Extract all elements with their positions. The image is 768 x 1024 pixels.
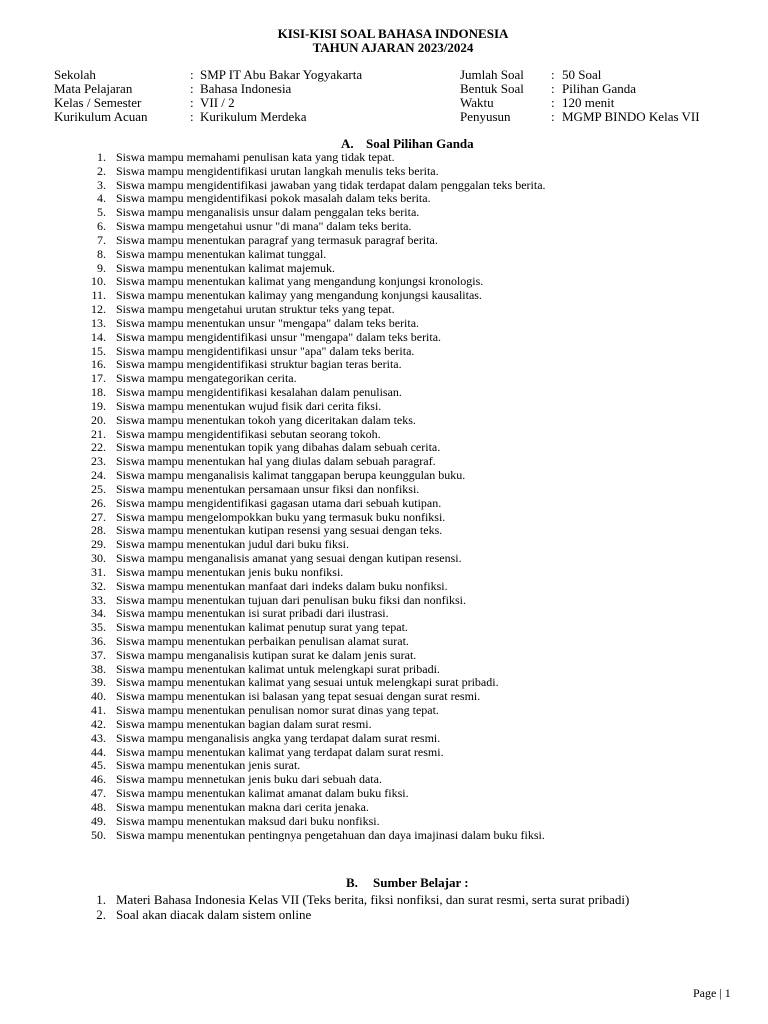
info-row [0, 68, 768, 82]
list-item-text: Siswa mampu menentukan kalimat tunggal. [116, 246, 327, 261]
list-item-text: Siswa mampu mengidentifikasi unsur "apa" dalam teks berita. [116, 343, 415, 358]
info-separator: : [551, 109, 555, 124]
list-item-number: 42. [91, 716, 106, 731]
section-a-letter: A. [341, 136, 354, 151]
document-title: KISI-KISI SOAL BAHASA INDONESIA [277, 26, 509, 41]
info-separator: : [551, 67, 555, 82]
info-label: Waktu [460, 95, 494, 110]
list-item-number: 16. [91, 357, 106, 372]
list-item-number: 26. [91, 495, 106, 510]
question-item [0, 151, 768, 165]
list-item-number: 38. [91, 661, 106, 676]
list-item-text: Siswa mampu menentukan kalimat penutup surat yang tepat. [116, 620, 408, 635]
question-item [0, 732, 768, 746]
list-item-text: Siswa mampu menganalisis kutipan surat ke dalam jenis surat. [116, 647, 417, 662]
list-item-number: 3. [97, 177, 106, 192]
question-item [0, 428, 768, 442]
question-item [0, 704, 768, 718]
list-item-text: Siswa mampu menentukan kalimat yang mengandung konjungsi kronologis. [116, 274, 484, 289]
info-label: Penyusun [460, 109, 511, 124]
list-item-number: 8. [97, 246, 106, 261]
list-item-text: Siswa mampu mengidentifikasi unsur "mengapa" dalam teks berita. [116, 329, 442, 344]
list-item-number: 25. [91, 481, 106, 496]
question-item [0, 317, 768, 331]
info-label: Sekolah [54, 67, 96, 82]
list-item-number: 17. [91, 371, 106, 386]
list-item-number: 7. [97, 232, 106, 247]
question-item [0, 400, 768, 414]
list-item-number: 44. [91, 744, 106, 759]
info-separator: : [190, 109, 194, 124]
list-item-text: Siswa mampu menentukan kalimat amanat dalam buku fiksi. [116, 786, 409, 801]
question-item [0, 511, 768, 525]
list-item-text: Siswa mampu menganalisis unsur dalam penggalan teks berita. [116, 205, 420, 220]
list-item-text: Siswa mampu menganalisis angka yang terdapat dalam surat resmi. [116, 730, 441, 745]
info-value: MGMP BINDO Kelas VII [562, 109, 700, 124]
info-value: Bahasa Indonesia [200, 81, 292, 96]
info-value: SMP IT Abu Bakar Yogyakarta [200, 67, 363, 82]
question-item [0, 773, 768, 787]
list-item-text: Siswa mampu menentukan pentingnya pengetahuan dan daya imajinasi dalam buku fiksi. [116, 827, 545, 842]
list-item-number: 19. [91, 398, 106, 413]
list-item-number: 13. [91, 315, 106, 330]
question-item [0, 538, 768, 552]
info-label: Kurikulum Acuan [54, 109, 148, 124]
list-item-text: Siswa mampu memahami penulisan kata yang tidak tepat. [116, 150, 395, 164]
info-row [0, 96, 768, 110]
question-item [0, 414, 768, 428]
list-item-text: Siswa mampu menganalisis kalimat tanggapan berupa keunggulan buku. [116, 468, 466, 483]
list-item-number: 11. [91, 288, 106, 303]
list-item-text: Siswa mampu mengidentifikasi sebutan seorang tokoh. [116, 426, 381, 441]
question-item [0, 303, 768, 317]
question-item [0, 759, 768, 773]
list-item-text: Siswa mampu menentukan perbaikan penulisan alamat surat. [116, 633, 409, 648]
list-item-text: Siswa mampu menentukan makna dari cerita jenaka. [116, 799, 369, 814]
question-item [0, 358, 768, 372]
question-item [0, 594, 768, 608]
list-item-text: Siswa mampu mengelompokkan buku yang termasuk buku nonfiksi. [116, 509, 446, 524]
list-item-text: Siswa mampu menentukan persamaan unsur fiksi dan nonfiksi. [116, 481, 420, 496]
question-item [0, 801, 768, 815]
list-item-text: Siswa mampu menentukan jenis surat. [116, 758, 301, 773]
question-item [0, 372, 768, 386]
question-item [0, 746, 768, 760]
question-item [0, 552, 768, 566]
question-item [0, 469, 768, 483]
list-item-number: 1. [96, 892, 106, 907]
question-item [0, 441, 768, 455]
info-value: Kurikulum Merdeka [200, 109, 307, 124]
list-item-text: Siswa mampu menentukan jenis buku nonfiksi. [116, 564, 344, 579]
list-item-number: 12. [91, 302, 106, 317]
info-value: 120 menit [562, 95, 615, 110]
question-item [0, 483, 768, 497]
list-item-number: 1. [97, 150, 106, 164]
list-item-number: 46. [91, 772, 106, 787]
list-item-text: Siswa mampu menentukan manfaat dari indeks dalam buku nonfiksi. [116, 578, 448, 593]
list-item-number: 33. [91, 592, 106, 607]
info-separator: : [190, 81, 194, 96]
question-item [0, 718, 768, 732]
list-item-text: Siswa mampu menentukan kalimat yang terdapat dalam surat resmi. [116, 744, 444, 759]
question-list [0, 151, 768, 842]
info-table [0, 68, 768, 124]
list-item-text: Siswa mampu menentukan isi surat pribadi dari ilustrasi. [116, 606, 389, 621]
list-item-number: 49. [91, 813, 106, 828]
list-item-number: 24. [91, 468, 106, 483]
list-item-text: Siswa mampu menentukan paragraf yang termasuk paragraf berita. [116, 232, 438, 247]
list-item-text: Siswa mampu mengidentifikasi struktur bagian teras berita. [116, 357, 402, 372]
list-item-number: 30. [91, 551, 106, 566]
list-item-text: Siswa mampu menentukan isi balasan yang tepat sesuai dengan surat resmi. [116, 689, 481, 704]
info-separator: : [551, 81, 555, 96]
list-item-number: 6. [97, 219, 106, 234]
list-item-text: Siswa mampu menentukan wujud fisik dari cerita fiksi. [116, 398, 382, 413]
question-item [0, 635, 768, 649]
list-item-number: 35. [91, 620, 106, 635]
list-item-number: 15. [91, 343, 106, 358]
question-item [0, 234, 768, 248]
list-item-number: 48. [91, 799, 106, 814]
section-b-title: Sumber Belajar : [373, 875, 469, 890]
question-item [0, 345, 768, 359]
question-item [0, 787, 768, 801]
list-item-number: 22. [91, 440, 106, 455]
question-item [0, 676, 768, 690]
question-item [0, 580, 768, 594]
list-item-text: Siswa mampu menentukan tokoh yang diceritakan dalam teks. [116, 412, 416, 427]
list-item-text: Siswa mampu mengidentifikasi pokok masalah dalam teks berita. [116, 191, 431, 206]
list-item-number: 28. [91, 523, 106, 538]
list-item-number: 23. [91, 454, 106, 469]
info-separator: : [190, 67, 194, 82]
list-item-text: Siswa mampu menentukan kalimat yang sesuai untuk melengkapi surat pribadi. [116, 675, 499, 690]
info-value: VII / 2 [200, 95, 235, 110]
list-item-text: Siswa mampu menentukan maksud dari buku nonfiksi. [116, 813, 380, 828]
list-item-text: Materi Bahasa Indonesia Kelas VII (Teks berita, fiksi nonfiksi, dan surat resmi, serta surat pribadi) [116, 892, 630, 907]
list-item-number: 40. [91, 689, 106, 704]
question-item [0, 455, 768, 469]
question-item [0, 690, 768, 704]
list-item-text: Siswa mampu menentukan judul dari buku fiksi. [116, 537, 349, 552]
list-item-number: 21. [91, 426, 106, 441]
question-item [0, 566, 768, 580]
page-number: Page | 1 [693, 986, 731, 1000]
question-item [0, 649, 768, 663]
question-item [0, 206, 768, 220]
question-item [0, 607, 768, 621]
list-item-text: Siswa mampu menentukan tujuan dari penulisan buku fiksi dan nonfiksi. [116, 592, 466, 607]
question-item [0, 497, 768, 511]
list-item-text: Siswa mampu mengidentifikasi jawaban yang tidak terdapat dalam penggalan teks berita. [116, 177, 546, 192]
list-item-text: Siswa mampu mengidentifikasi kesalahan dalam penulisan. [116, 385, 402, 400]
list-item-number: 50. [91, 827, 106, 842]
list-item-text: Siswa mampu menentukan kutipan resensi yang sesuai dengan teks. [116, 523, 443, 538]
source-list [0, 892, 768, 922]
info-row [0, 110, 768, 124]
list-item-number: 36. [91, 633, 106, 648]
info-label: Bentuk Soal [460, 81, 524, 96]
list-item-text: Siswa mampu menentukan kalimat majemuk. [116, 260, 335, 275]
info-value: Pilihan Ganda [562, 81, 637, 96]
list-item-number: 4. [97, 191, 106, 206]
list-item-number: 47. [91, 786, 106, 801]
list-item-number: 2. [97, 163, 106, 178]
list-item-text: Siswa mampu mengetahui usnur "di mana" dalam teks berita. [116, 219, 412, 234]
info-separator: : [551, 95, 555, 110]
question-item [0, 663, 768, 677]
list-item-text: Siswa mampu menentukan penulisan nomor surat dinas yang tepat. [116, 703, 439, 718]
question-item [0, 829, 768, 843]
list-item-number: 5. [97, 205, 106, 220]
question-item [0, 220, 768, 234]
list-item-number: 27. [91, 509, 106, 524]
source-item [0, 892, 768, 907]
list-item-number: 10. [91, 274, 106, 289]
question-item [0, 289, 768, 303]
question-item [0, 621, 768, 635]
list-item-text: Siswa mampu menentukan kalimat untuk melengkapi surat pribadi. [116, 661, 440, 676]
section-a-title: Soal Pilihan Ganda [366, 136, 474, 151]
list-item-text: Siswa mampu mennetukan jenis buku dari sebuah data. [116, 772, 382, 787]
info-label: Kelas / Semester [54, 95, 142, 110]
list-item-text: Soal akan diacak dalam sistem online [116, 907, 312, 922]
document-subtitle: TAHUN AJARAN 2023/2024 [312, 40, 474, 55]
list-item-number: 37. [91, 647, 106, 662]
list-item-text: Siswa mampu menentukan bagian dalam surat resmi. [116, 716, 372, 731]
list-item-text: Siswa mampu menentukan topik yang dibahas dalam sebuah cerita. [116, 440, 441, 455]
info-label: Mata Pelajaran [54, 81, 133, 96]
list-item-number: 9. [97, 260, 106, 275]
source-item [0, 907, 768, 922]
list-item-text: Siswa mampu mengetahui urutan struktur teks yang tepat. [116, 302, 395, 317]
list-item-number: 31. [91, 564, 106, 579]
info-separator: : [190, 95, 194, 110]
list-item-number: 41. [91, 703, 106, 718]
question-item [0, 331, 768, 345]
question-item [0, 248, 768, 262]
list-item-number: 32. [91, 578, 106, 593]
question-item [0, 179, 768, 193]
section-b-letter: B. [346, 875, 358, 890]
list-item-text: Siswa mampu menentukan kalimay yang mengandung konjungsi kausalitas. [116, 288, 482, 303]
question-item [0, 165, 768, 179]
list-item-number: 18. [91, 385, 106, 400]
list-item-number: 14. [91, 329, 106, 344]
list-item-number: 45. [91, 758, 106, 773]
list-item-text: Siswa mampu mengidentifikasi gagasan utama dari sebuah kutipan. [116, 495, 442, 510]
list-item-text: Siswa mampu menganalisis amanat yang sesuai dengan kutipan resensi. [116, 551, 462, 566]
list-item-text: Siswa mampu menentukan hal yang diulas dalam sebuah paragraf. [116, 454, 436, 469]
list-item-number: 39. [91, 675, 106, 690]
question-item [0, 192, 768, 206]
question-item [0, 386, 768, 400]
info-label: Jumlah Soal [460, 67, 524, 82]
question-item [0, 262, 768, 276]
info-row [0, 82, 768, 96]
question-item [0, 524, 768, 538]
question-item [0, 815, 768, 829]
list-item-number: 34. [91, 606, 106, 621]
list-item-text: Siswa mampu mengidentifikasi urutan langkah menulis teks berita. [116, 163, 439, 178]
list-item-text: Siswa mampu menentukan unsur "mengapa" dalam teks berita. [116, 315, 420, 330]
list-item-number: 20. [91, 412, 106, 427]
list-item-text: Siswa mampu mengategorikan cerita. [116, 371, 297, 386]
info-value: 50 Soal [562, 67, 602, 82]
list-item-number: 2. [96, 907, 106, 922]
question-item [0, 275, 768, 289]
list-item-number: 29. [91, 537, 106, 552]
list-item-number: 43. [91, 730, 106, 745]
